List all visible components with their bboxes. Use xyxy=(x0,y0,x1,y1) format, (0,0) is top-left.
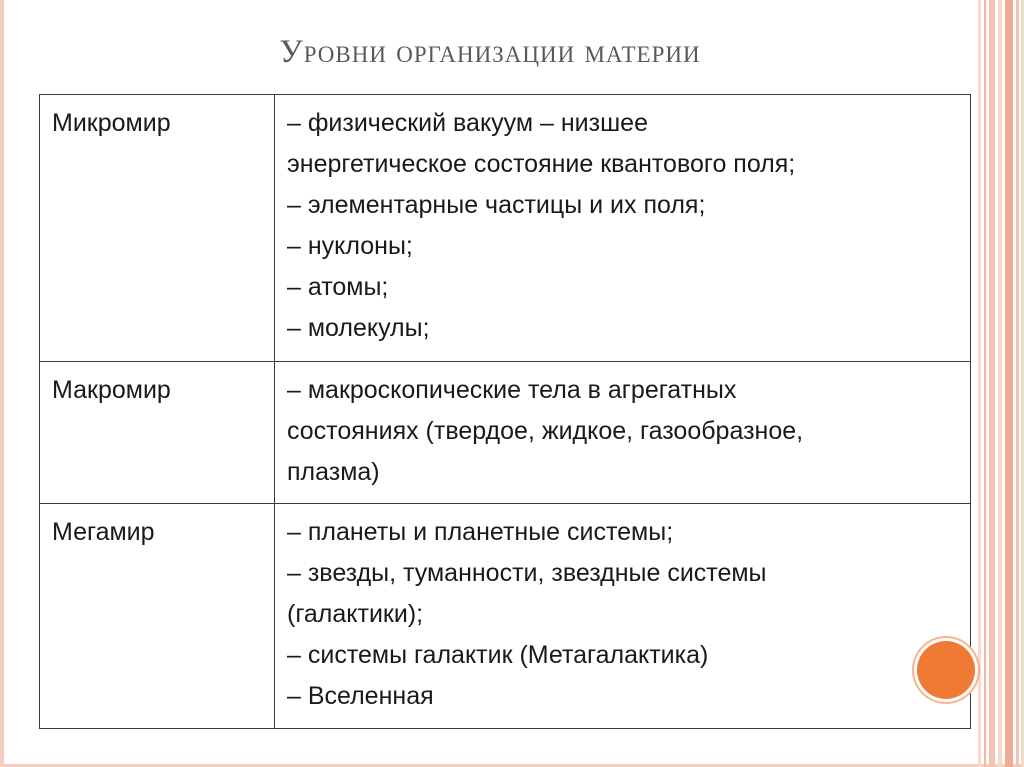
description-line: – макроскопические тела в агрегатных xyxy=(287,376,737,404)
level-name-cell xyxy=(40,95,275,362)
level-name: Макромир xyxy=(52,376,171,404)
description-line: (галактики); xyxy=(287,600,424,628)
description-line: – физический вакуум – низшее xyxy=(287,109,648,137)
level-name: Мегамир xyxy=(52,518,155,546)
stripe xyxy=(1005,0,1013,767)
levels-table xyxy=(39,94,971,729)
table-row-micro xyxy=(40,95,971,362)
stripe xyxy=(1016,0,1019,767)
stripe xyxy=(984,0,986,767)
level-name: Микромир xyxy=(52,109,171,137)
stripe xyxy=(978,0,981,767)
level-name-cell xyxy=(40,504,275,729)
description-line: плазма) xyxy=(287,458,380,486)
slide-title: Уровни организации материи xyxy=(279,34,701,70)
level-description-cell xyxy=(275,95,971,362)
stripe xyxy=(989,0,995,767)
table-row-macro xyxy=(40,362,971,504)
level-name-cell xyxy=(40,362,275,504)
right-stripes-decoration xyxy=(978,0,1024,767)
description-line: – планеты и планетные системы; xyxy=(287,518,674,546)
description-line: – звезды, туманности, звездные системы xyxy=(287,559,767,587)
description-line: – молекулы; xyxy=(287,314,430,342)
table-row-mega xyxy=(40,504,971,729)
stripe xyxy=(998,0,1002,767)
description-line: – Вселенная xyxy=(287,682,434,710)
description-line: – атомы; xyxy=(287,273,389,301)
description-line: – системы галактик (Метагалактика) xyxy=(287,641,709,669)
description-line: – элементарные частицы и их поля; xyxy=(287,191,706,219)
level-description-cell xyxy=(275,362,971,504)
description-line: энергетическое состояние квантового поля; xyxy=(287,150,796,178)
description-line: состояниях (твердое, жидкое, газообразное, xyxy=(287,417,804,445)
level-description-cell xyxy=(275,504,971,729)
left-border-decoration xyxy=(0,0,4,767)
description-line: – нуклоны; xyxy=(287,232,413,260)
orange-circle-decoration xyxy=(917,641,975,699)
